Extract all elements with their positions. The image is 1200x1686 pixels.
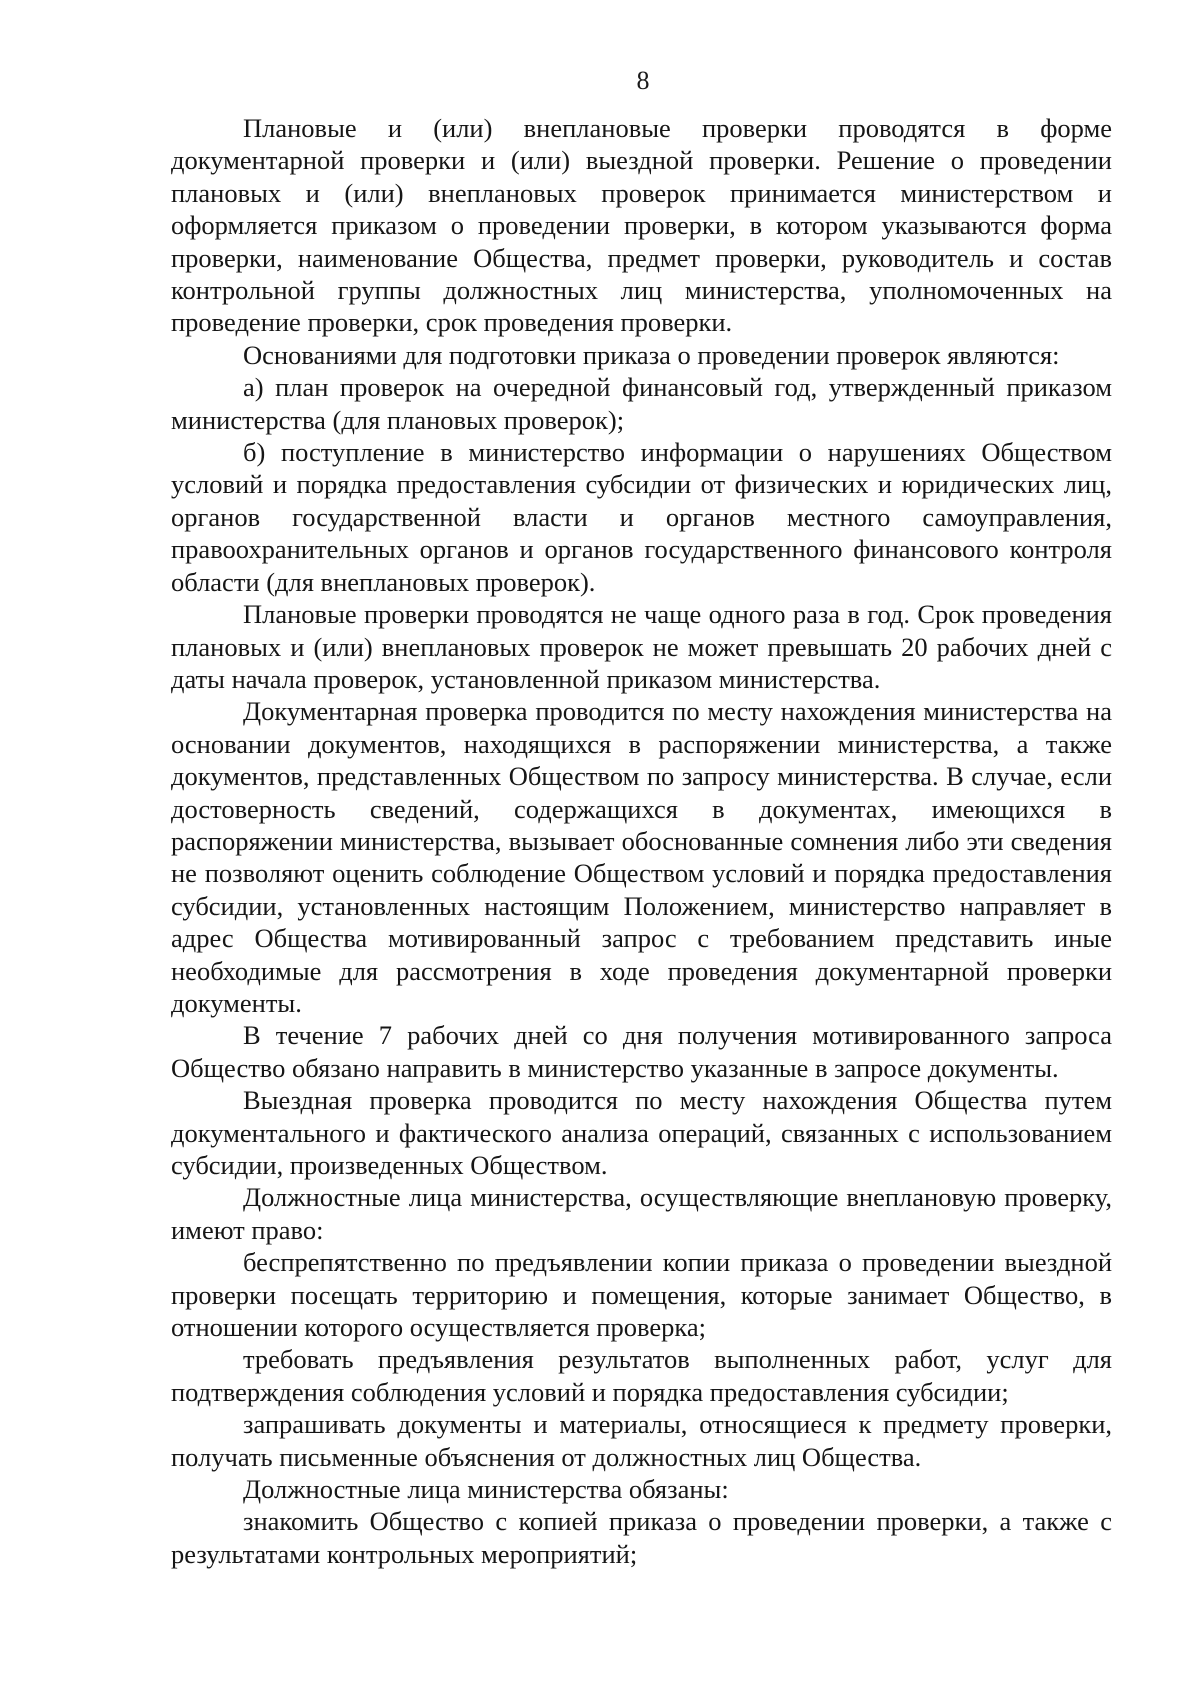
paragraph-document-deadline: В течение 7 рабочих дней со дня получения мотивированного запроса Общество обязано направить в министерство указанные в запросе документы. [171, 1020, 1112, 1083]
paragraph-right-access: беспрепятственно по предъявлении копии приказа о проведении выездной проверки посещать территорию и помещения, которые занимает Общество, в отношении которого осуществляется проверка; [171, 1247, 1112, 1343]
paragraph-field-inspection: Выездная проверка проводится по месту нахождения Общества путем документального и фактического анализа операций, связанных с использованием субсидии, произведенных Обществом. [171, 1085, 1112, 1180]
paragraph-right-request-documents: запрашивать документы и материалы, относящиеся к предмету проверки, получать письменные объяснения от должностных лиц Общества. [171, 1409, 1112, 1472]
paragraph-inspection-forms: Плановые и (или) внеплановые проверки проводятся в форме документарной проверки и (или) выездной проверки. Решение о проведении плановых и (или) внеплановых проверок принимается министерством и оформляется приказом о проведении проверки, в котором указываются форма проверки, наименование Общества, предмет проверки, руководитель и состав контрольной группы должностных лиц министерства, уполномоченных на проведение проверки, срок проведения проверки. [171, 113, 1112, 338]
page-number: 8 [636, 66, 650, 95]
paragraph-ground-b: б) поступление в министерство информации о нарушениях Обществом условий и порядка предоставления субсидии от физических и юридических лиц, органов государственной власти и органов местного самоуправления, правоохранительных органов и органов государственного финансового контроля области (для внеплановых проверок). [171, 437, 1112, 597]
paragraph-ground-a: а) план проверок на очередной финансовый год, утвержденный приказом министерства (для плановых проверок); [171, 372, 1112, 435]
paragraph-officials-rights-intro: Должностные лица министерства, осуществляющие внеплановую проверку, имеют право: [171, 1182, 1112, 1245]
paragraph-documentary-inspection: Документарная проверка проводится по месту нахождения министерства на основании документов, находящихся в распоряжении министерства, а также документов, представленных Обществом по запросу министерства. В случае, если достоверность сведений, содержащихся в документах, имеющихся в распоряжении министерства, вызывает обоснованные сомнения либо эти сведения не позволяют оценить соблюдение Обществом условий и порядка предоставления субсидии, установленных настоящим Положением, министерство направляет в адрес Общества мотивированный запрос с требованием представить иные необходимые для рассмотрения в ходе проведения документарной проверки документы. [171, 696, 1112, 1018]
paragraph-frequency-term: Плановые проверки проводятся не чаще одного раза в год. Срок проведения плановых и (или) внеплановых проверок не может превышать 20 рабочих дней с даты начала проверок, установленной приказом министерства. [171, 599, 1112, 694]
document-body [171, 112, 1112, 1570]
paragraph-grounds-intro: Основаниями для подготовки приказа о проведении проверок являются: [243, 339, 1060, 370]
paragraph-right-demand-results: требовать предъявления результатов выполненных работ, услуг для подтверждения соблюдения условий и порядка предоставления субсидии; [171, 1344, 1112, 1407]
paragraph-officials-duties-intro: Должностные лица министерства обязаны: [243, 1474, 729, 1505]
paragraph-duty-inform: знакомить Общество с копией приказа о проведении проверки, а также с результатами контрольных мероприятий; [171, 1506, 1112, 1569]
